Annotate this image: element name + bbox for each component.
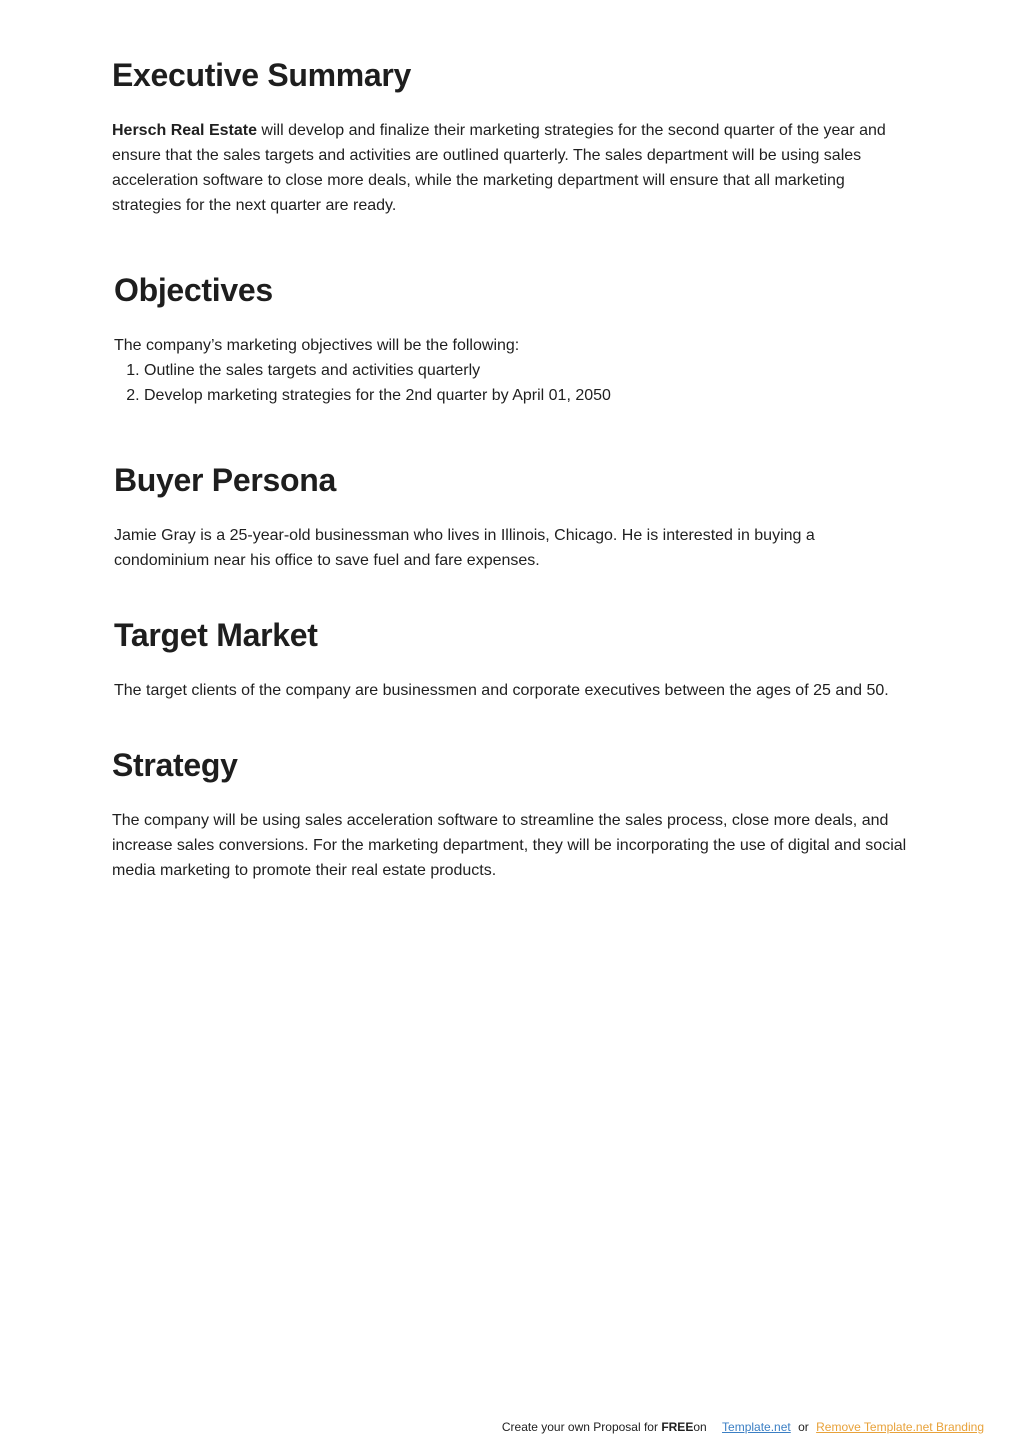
footer-free: FREE [661,1420,694,1434]
buyer-persona-text: Jamie Gray is a 25-year-old businessman who lives in Illinois, Chicago. He is interested in buying a condominium near his office to save fuel and fare expenses. [114,527,815,569]
branding-footer [502,1419,984,1435]
objective-item: 2. Develop marketing strategies for the 2nd quarter by April 01, 2050 [144,383,914,408]
strategy-heading: Strategy [112,747,238,783]
footer-on: on [693,1420,707,1434]
executive-summary-body: will develop and finalize their marketing strategies for the second quarter of the year and ensure that the sales targets and activities are outlined quarterly. The sales department will be using sales acceleration software to close more deals, while the marketing department will ensure that all marketing strategies for the next quarter are ready. [112,122,886,214]
objective-item: 1. Outline the sales targets and activities quarterly [144,358,914,383]
objectives-heading: Objectives [114,272,273,308]
strategy-section [112,746,912,883]
footer-or: or [798,1420,809,1434]
objectives-intro: The company’s marketing objectives will be the following: [114,337,520,354]
buyer-persona-section [114,461,914,573]
executive-summary-heading: Executive Summary [112,57,412,93]
company-name: Hersch Real Estate [112,122,257,139]
strategy-text: The company will be using sales acceleration software to streamline the sales process, close more deals, and increase sales conversions. For the marketing department, they will be incorporating the use of digital and social media marketing to promote their real estate products. [112,812,907,879]
objectives-section [114,271,914,408]
footer-prefix: Create your own Proposal for [501,1420,662,1434]
executive-summary-text [112,118,912,218]
executive-summary-section [112,56,912,218]
target-market-section [114,616,914,703]
target-market-heading: Target Market [114,617,318,653]
objectives-list [114,358,914,408]
buyer-persona-heading: Buyer Persona [114,462,336,498]
remove-branding-link[interactable]: Remove Template.net Branding [816,1420,984,1434]
target-market-text: The target clients of the company are businessmen and corporate executives between the ages of 25 and 50. [114,682,889,699]
template-net-link[interactable]: Template.net [722,1420,791,1434]
